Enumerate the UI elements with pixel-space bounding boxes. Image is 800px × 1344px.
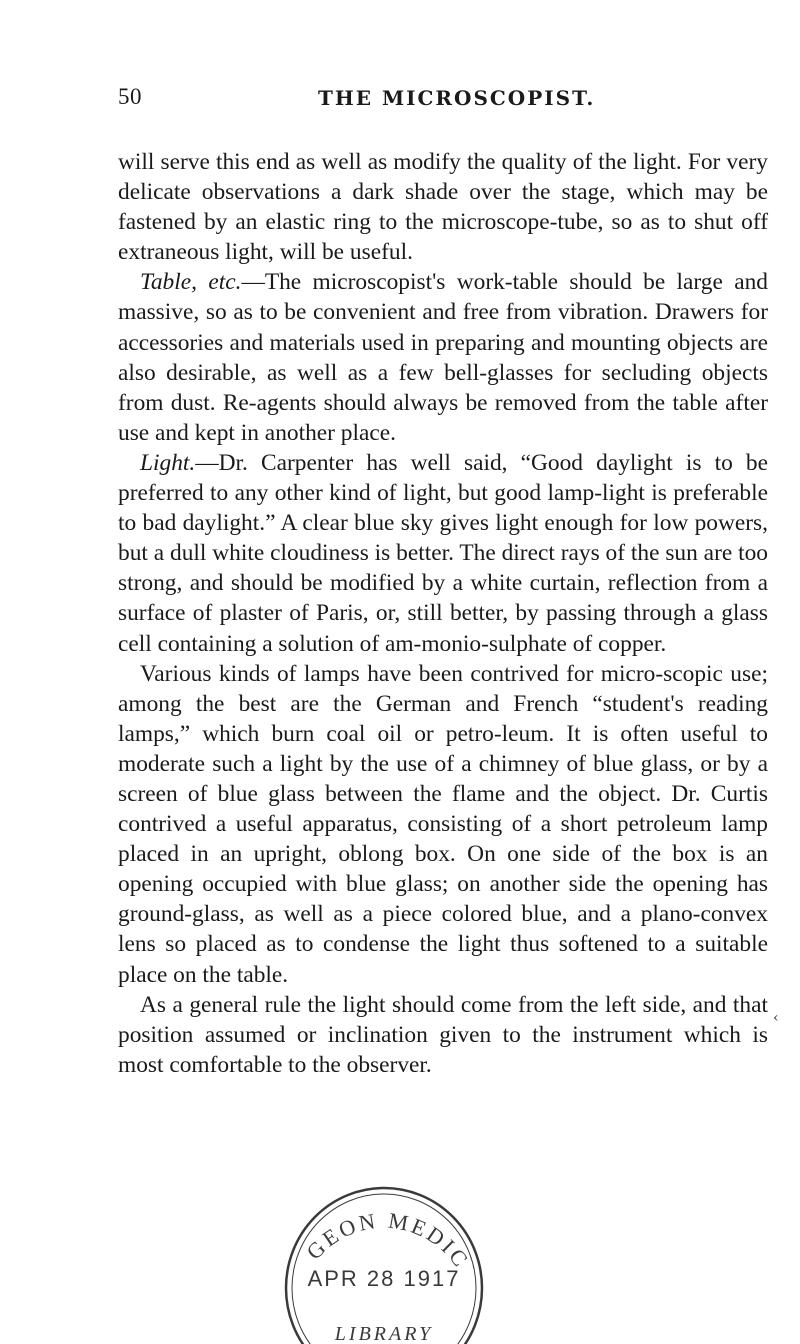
paragraph-text: As a general rule the light should come from the left side, and that position assumed or inclination given to the instrument which is most comfortable to the observer. xyxy=(118,991,768,1078)
paragraph-text: will serve this end as well as modify the quality of the light. For very delicate observations a dark shade over the stage, which may be fastened by an elastic ring to the microscope-tube, so as to shut off extraneous light, will be useful. xyxy=(118,149,768,266)
stamp-bottom-text: LIBRARY xyxy=(334,1323,434,1344)
library-stamp xyxy=(272,1168,496,1344)
stamp-arc-text: GEON MEDIC xyxy=(301,1207,475,1274)
paragraph-rule xyxy=(118,990,768,1080)
stamp-date: APR 28 1917 xyxy=(307,1266,461,1291)
running-head: THE MICROSCOPIST. xyxy=(318,86,596,110)
paragraph-text: —Dr. Carpenter has well said, “Good daylight is to be preferred to any other kind of light, but good lamp-light is preferable to bad daylight.” A clear blue sky gives light enough for low powers, but a dull white cloudiness is better. The direct rays of the sun are too strong, and should be modified by a white curtain, reflection from a surface of plaster of Paris, or, still better, by passing through a glass cell containing a solution of am-monio-sulphate of copper. xyxy=(118,449,768,657)
margin-mark: ‹ xyxy=(773,1010,779,1026)
section-lead-table: Table, etc. xyxy=(140,269,242,296)
paragraph-table xyxy=(118,267,768,448)
paragraph-continuation xyxy=(118,147,768,267)
paragraph-text: —The microscopist's work-table should be large and massive, so as to be convenient and free from vibration. Drawers for accessories and materials used in preparing and mounting objects are also desirable, as well as a few bell-glasses for secluding objects from dust. Re-agents should always be removed from the table after use and kept in another place. xyxy=(118,269,768,446)
page-header xyxy=(118,84,760,124)
paragraph-text: Various kinds of lamps have been contrived for micro-scopic use; among the best are the German and French “student's reading lamps,” which burn coal oil or petro-leum. It is often useful to moderate such a light by the use of a chimney of blue glass, or by a screen of blue glass between the flame and the object. Dr. Curtis contrived a useful apparatus, consisting of a short petroleum lamp placed in an upright, oblong box. On one side of the box is an opening occupied with blue glass; on another side the opening has ground-glass, as well as a piece colored blue, and a plano-convex lens so placed as to condense the light thus softened to a suitable place on the table. xyxy=(118,660,768,988)
section-lead-light: Light. xyxy=(140,449,196,476)
paragraph-light xyxy=(118,448,768,659)
paragraph-lamps xyxy=(118,659,768,990)
body-text xyxy=(118,147,768,1080)
page-number: 50 xyxy=(118,84,142,109)
